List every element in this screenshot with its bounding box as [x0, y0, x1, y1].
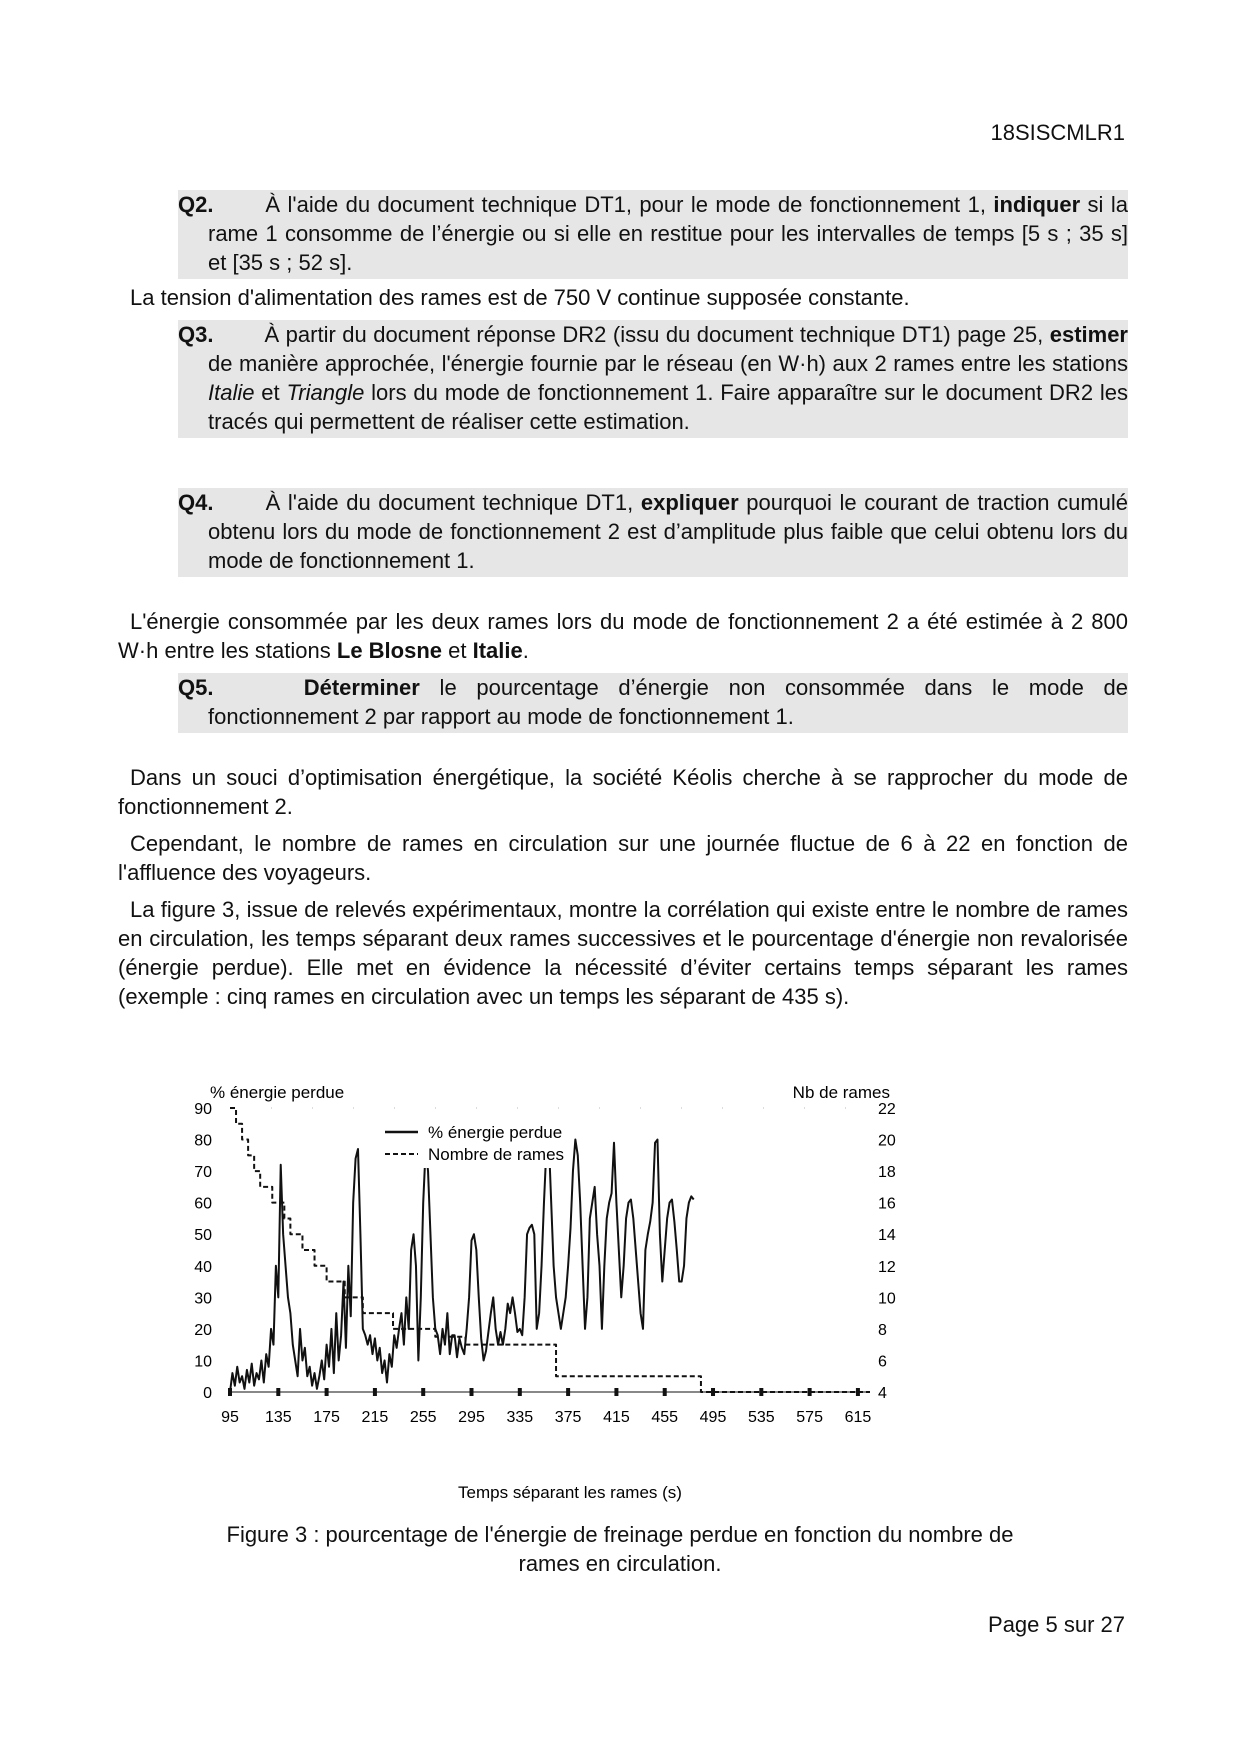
- y-right-tick-label: 6: [878, 1353, 887, 1371]
- x-tick-label: 535: [747, 1409, 775, 1426]
- figure-3-chart: [190, 1080, 1030, 1520]
- y-right-tick-label: 12: [878, 1258, 896, 1276]
- paragraph-text: et: [442, 638, 473, 663]
- x-tick-label: 135: [264, 1409, 292, 1426]
- x-tick-mark: [566, 1388, 570, 1396]
- question-label: Q3.: [178, 322, 214, 347]
- station-name: Italie: [208, 380, 255, 405]
- y-right-tick-label: 10: [878, 1290, 896, 1308]
- y-left-tick-label: 20: [194, 1321, 212, 1339]
- station-name: Italie: [472, 638, 523, 663]
- paragraph-fluctuation: Cependant, le nombre de rames en circulation sur une journée fluctue de 6 à 22 en fonction de l'affluence des voyageurs.: [118, 831, 1128, 885]
- question-q3: [178, 320, 1128, 438]
- y-right-label: Nb de rames: [792, 1083, 890, 1102]
- y-left-tick-label: 40: [194, 1258, 212, 1276]
- caption-line-1: Figure 3 : pourcentage de l'énergie de freinage perdue en fonction du nombre de: [226, 1522, 1014, 1547]
- question-text: lors du mode de fonctionnement 1. Faire apparaître sur le document DR2 les tracés qui permettent de réaliser cette estimation.: [208, 380, 1128, 434]
- station-name: Triangle: [286, 380, 365, 405]
- y-left-tick-label: 30: [194, 1290, 212, 1308]
- paragraph-tension: La tension d'alimentation des rames est de 750 V continue supposée constante.: [130, 285, 910, 310]
- x-tick-mark: [663, 1388, 667, 1396]
- question-text: le pourcentage d’énergie non consommée dans le mode de fonctionnement 2 par rapport au mode de fonctionnement 1.: [208, 675, 1128, 729]
- station-name: Le Blosne: [336, 638, 443, 663]
- question-text: À l'aide du document technique DT1, pour le mode de fonctionnement 1,: [265, 192, 986, 217]
- x-tick-label: 215: [361, 1409, 389, 1426]
- y-left-tick-label: 0: [203, 1385, 212, 1402]
- x-tick-label: 455: [651, 1409, 679, 1426]
- y-left-tick-label: 90: [194, 1101, 212, 1118]
- question-label: Q5.: [178, 675, 214, 700]
- y-right-tick-label: 14: [878, 1227, 896, 1245]
- page-number: Page 5 sur 27: [988, 1612, 1125, 1637]
- x-tick-mark: [614, 1388, 618, 1396]
- x-tick-mark: [373, 1388, 377, 1396]
- question-q2: [178, 190, 1128, 279]
- y-left-tick-label: 60: [194, 1195, 212, 1213]
- y-left-tick-label: 80: [194, 1132, 212, 1150]
- x-tick-mark: [518, 1388, 522, 1396]
- question-text: À l'aide du document technique DT1,: [265, 490, 641, 515]
- series-energy-lost-line: [230, 1140, 694, 1392]
- question-q5: [178, 673, 1128, 733]
- x-tick-mark: [325, 1388, 329, 1396]
- x-tick-label: 295: [458, 1409, 485, 1426]
- chart-svg: [190, 1080, 1030, 1520]
- y-right-tick-label: 16: [878, 1195, 896, 1213]
- question-label: Q2.: [178, 192, 214, 217]
- y-right-tick-label: 4: [878, 1385, 887, 1402]
- y-right-tick-label: 20: [878, 1132, 896, 1150]
- x-tick-label: 175: [313, 1409, 340, 1426]
- x-tick-label: 335: [506, 1409, 534, 1426]
- y-right-tick-label: 18: [878, 1164, 896, 1182]
- paragraph-figure-intro: La figure 3, issue de relevés expérimentaux, montre la corrélation qui existe entre le nombre de rames en circulation, les temps séparant deux rames successives et le pourcentage d'énergie non revalorisée (énergie perdue). Elle met en évidence la nécessité d’éviter certains temps séparant les rames (exemple : cinq rames en circulation avec un temps les séparant de 435 s).: [118, 897, 1128, 1009]
- y-left-tick-label: 50: [194, 1227, 212, 1245]
- paragraph-energy: [118, 607, 1128, 665]
- question-verb: indiquer: [993, 192, 1081, 217]
- question-text: pourquoi le courant de traction cumulé obtenu lors du mode de fonctionnement 2 est d’amplitude plus faible que celui obtenu lors du mode de fonctionnement 1.: [208, 490, 1129, 573]
- legend-label-trains: Nombre de rames: [428, 1145, 565, 1164]
- x-tick-mark: [421, 1388, 425, 1396]
- question-verb: Déterminer: [303, 675, 420, 700]
- x-tick-label: 495: [699, 1409, 727, 1426]
- y-right-tick-label: 22: [878, 1101, 896, 1118]
- y-right-tick-label: 8: [878, 1321, 887, 1339]
- document-code: 18SISCMLR1: [990, 120, 1125, 145]
- x-tick-label: 255: [409, 1409, 437, 1426]
- x-tick-label: 95: [221, 1409, 239, 1426]
- legend-label-energy: % énergie perdue: [428, 1123, 563, 1142]
- figure-caption: [120, 1520, 1120, 1578]
- document-body: [118, 190, 1128, 1011]
- question-verb: expliquer: [640, 490, 739, 515]
- question-q4: [178, 488, 1128, 577]
- x-tick-label: 615: [844, 1409, 872, 1426]
- caption-line-2: rames en circulation.: [518, 1551, 722, 1576]
- question-label: Q4.: [178, 490, 214, 515]
- x-tick-mark: [276, 1388, 280, 1396]
- question-text: et: [254, 380, 287, 405]
- paragraph-keolis: Dans un souci d’optimisation énergétique, la société Kéolis cherche à se rapprocher du mode de fonctionnement 2.: [118, 765, 1128, 819]
- x-tick-label: 575: [796, 1409, 823, 1426]
- y-left-tick-label: 70: [194, 1164, 212, 1182]
- x-tick-label: 375: [554, 1409, 582, 1426]
- x-tick-label: 415: [603, 1409, 630, 1426]
- y-left-tick-label: 10: [194, 1353, 212, 1371]
- question-text: si la rame 1 consomme de l’énergie ou si elle en restitue pour les intervalles de temps [5 s ; 35 s] et [35 s ; 52 s].: [208, 192, 1128, 275]
- y-left-label: % énergie perdue: [210, 1083, 345, 1102]
- chart-legend: [375, 1118, 565, 1168]
- question-text: de manière approchée, l'énergie fournie par le réseau (en W·h) aux 2 rames entre les stations: [208, 351, 1128, 376]
- x-tick-mark: [470, 1388, 474, 1396]
- question-verb: estimer: [1049, 322, 1128, 347]
- paragraph-text: .: [522, 638, 529, 663]
- x-axis-label: Temps séparant les rames (s): [458, 1483, 682, 1502]
- question-text: À partir du document réponse DR2 (issu du document technique DT1) page 25,: [264, 322, 1050, 347]
- paragraph-text: L'énergie consommée par les deux rames lors du mode de fonctionnement 2 a été estimée à 2 800 W·h entre les stations: [118, 609, 1128, 663]
